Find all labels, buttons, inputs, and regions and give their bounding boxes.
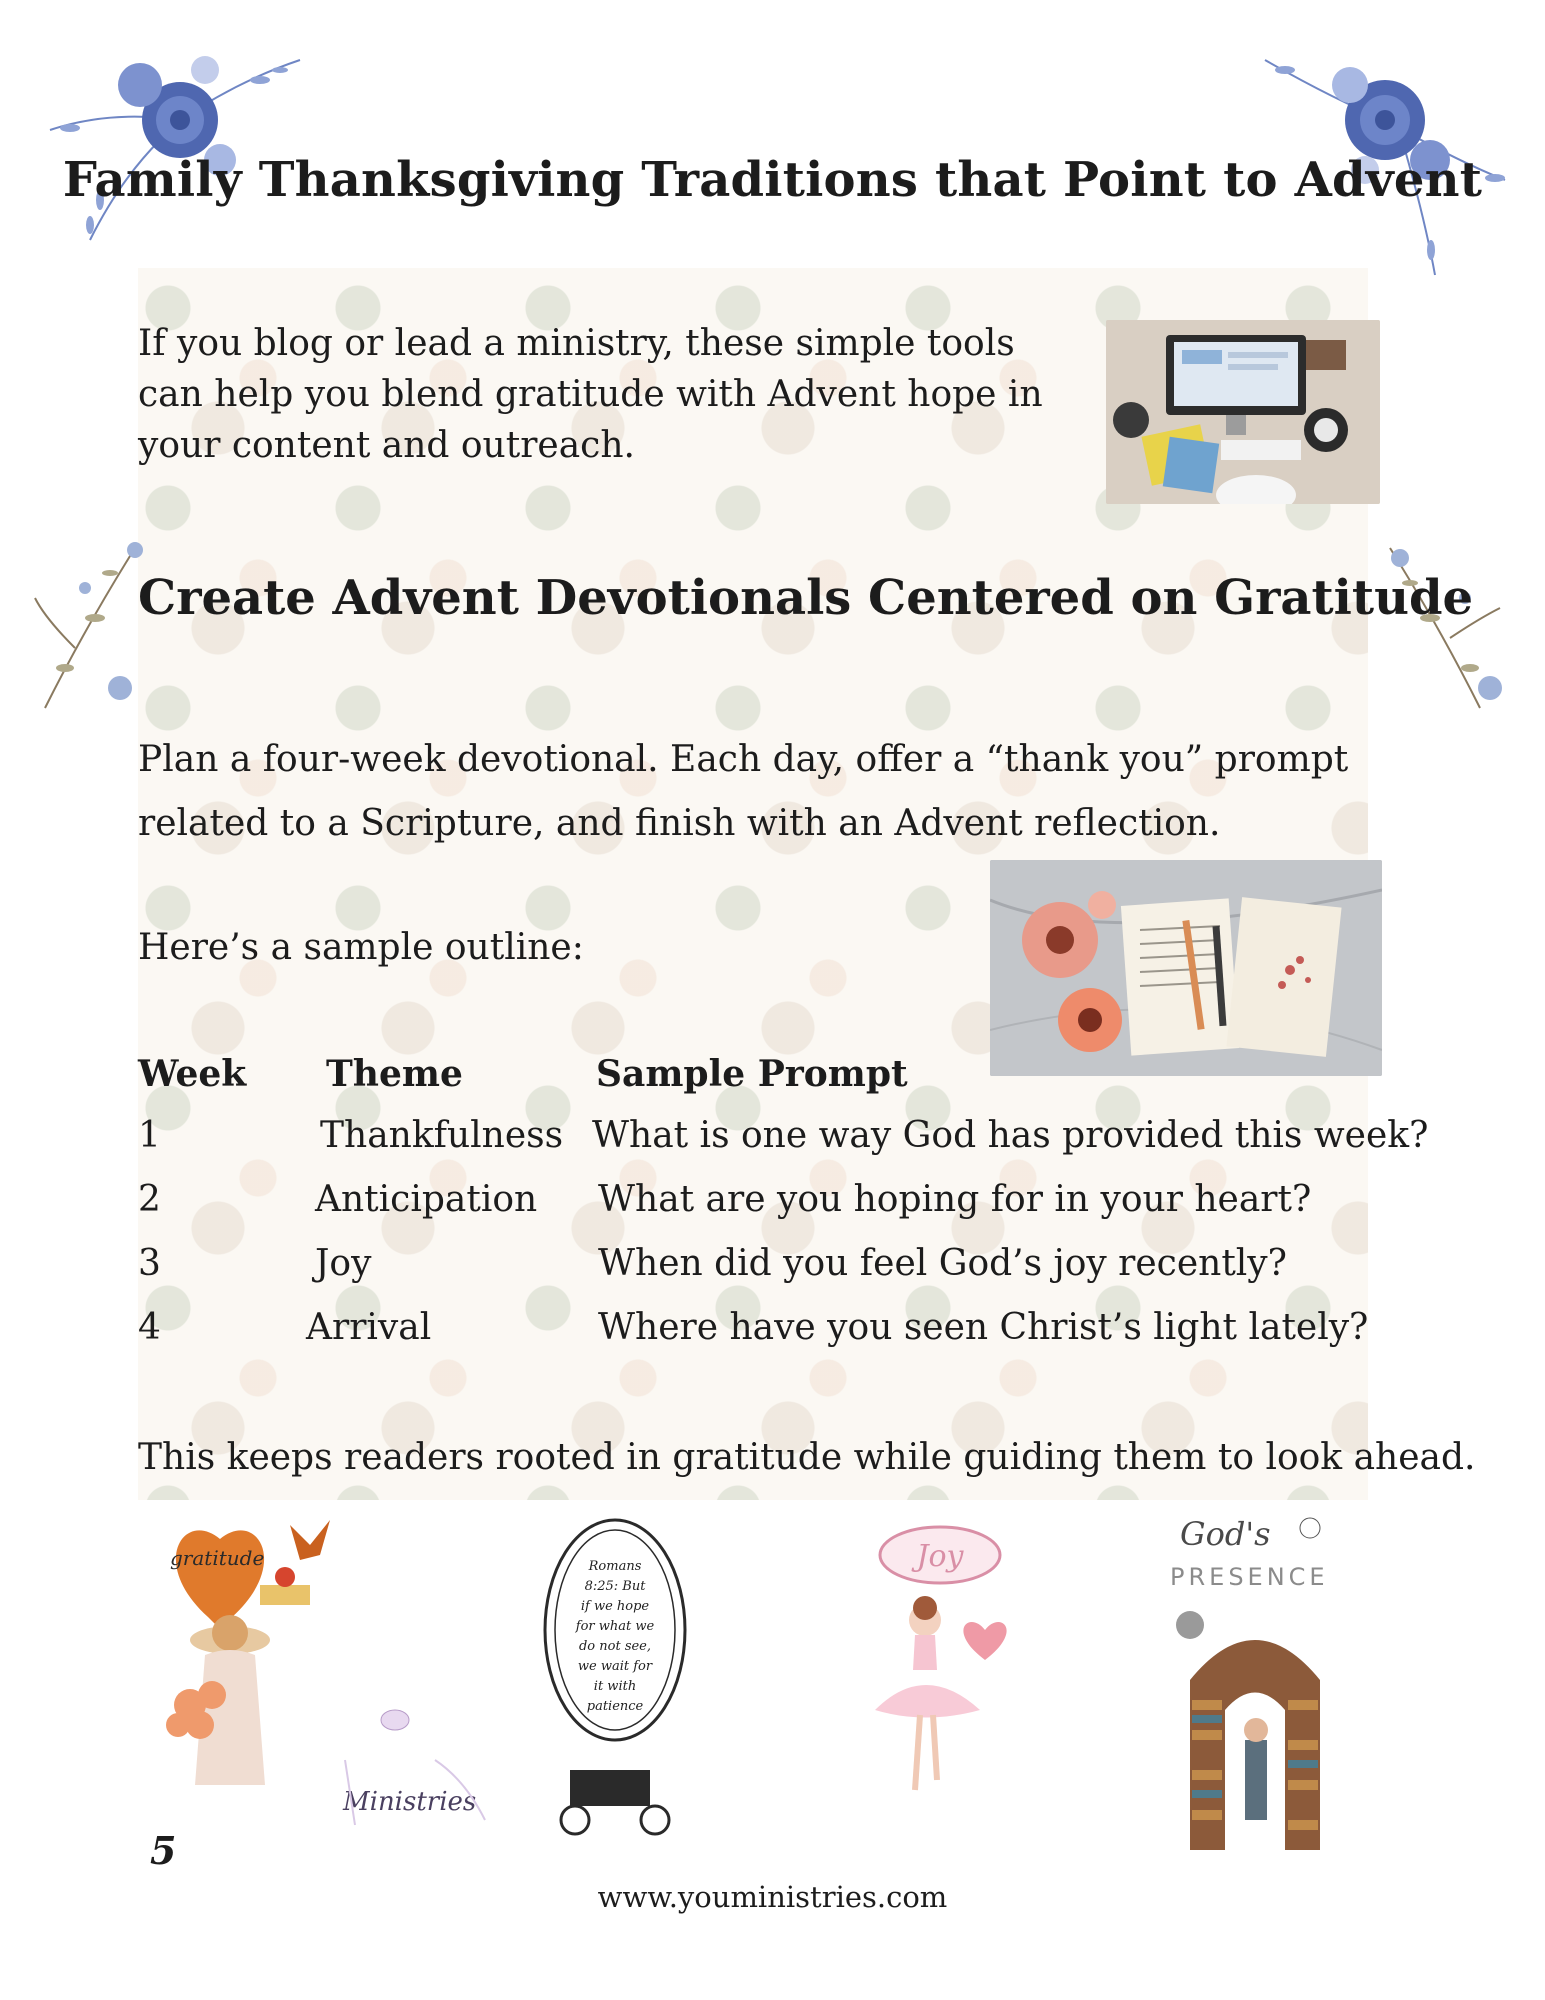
ministries-logo xyxy=(335,1700,495,1840)
table-cell-week: 3 xyxy=(138,1243,161,1284)
table-cell-prompt: When did you feel God’s joy recently? xyxy=(598,1243,1287,1284)
table-header-week: Week xyxy=(138,1053,247,1095)
outline-label: Here’s a sample outline: xyxy=(138,927,584,968)
website-url[interactable]: www.youministries.com xyxy=(597,1880,948,1914)
table-cell-week: 1 xyxy=(138,1115,161,1156)
table-cell-theme: Anticipation xyxy=(315,1179,538,1220)
table-header-theme: Theme xyxy=(326,1053,463,1095)
romans-line: Romans xyxy=(588,1559,642,1574)
table-header-prompt: Sample Prompt xyxy=(596,1053,908,1095)
desk-workspace-photo xyxy=(1106,320,1380,504)
romans-scripture-frame xyxy=(530,1510,700,1840)
floral-corner-top-right xyxy=(1255,20,1525,280)
table-cell-prompt: Where have you seen Christ’s light lately? xyxy=(598,1307,1369,1348)
table-cell-week: 4 xyxy=(138,1307,161,1348)
table-cell-theme: Arrival xyxy=(306,1307,432,1348)
table-cell-prompt: What are you hoping for in your heart? xyxy=(598,1179,1312,1220)
romans-line: if we hope xyxy=(580,1599,650,1614)
section-heading: Create Advent Devotionals Centered on Gratitude xyxy=(138,570,1474,626)
presence-art-text: PRESENCE xyxy=(1170,1563,1329,1591)
table-cell-week: 2 xyxy=(138,1179,161,1220)
romans-line: we wait for xyxy=(577,1659,653,1674)
gods-art-text: God's xyxy=(1180,1515,1271,1553)
romans-line: 8:25: But xyxy=(584,1579,646,1594)
joy-art-text: Joy xyxy=(916,1539,964,1574)
logo-text: Ministries xyxy=(343,1787,477,1817)
romans-line: for what we xyxy=(575,1619,655,1634)
page-number: 5 xyxy=(150,1828,177,1873)
floral-corner-top-left xyxy=(30,10,310,250)
floral-sprig-left xyxy=(25,528,155,718)
romans-line: it with xyxy=(593,1679,637,1694)
gratitude-art-text: gratitude xyxy=(170,1546,265,1570)
romans-line: patience xyxy=(586,1699,644,1714)
table-cell-theme: Joy xyxy=(315,1243,372,1284)
devotional-paragraph: Plan a four-week devotional. Each day, offer a “thank you” prompt related to a Scripture, and finish with an Advent reflection. xyxy=(138,739,1349,844)
joy-ballerina-illustration xyxy=(865,1520,1025,1820)
intro-paragraph: If you blog or lead a ministry, these simple tools can help you blend gratitude with Advent hope in your content and outreach. xyxy=(138,323,1043,466)
gods-presence-illustration xyxy=(1160,1510,1350,1860)
open-book-flowers-photo xyxy=(990,860,1382,1076)
closing-paragraph: This keeps readers rooted in gratitude while guiding them to look ahead. xyxy=(138,1437,1476,1478)
table-cell-theme: Thankfulness xyxy=(320,1115,564,1156)
page-title: Family Thanksgiving Traditions that Point to Advent xyxy=(62,152,1483,208)
table-cell-prompt: What is one way God has provided this week? xyxy=(592,1115,1429,1156)
gratitude-girl-illustration xyxy=(160,1515,350,1805)
romans-line: do not see, xyxy=(578,1639,652,1654)
